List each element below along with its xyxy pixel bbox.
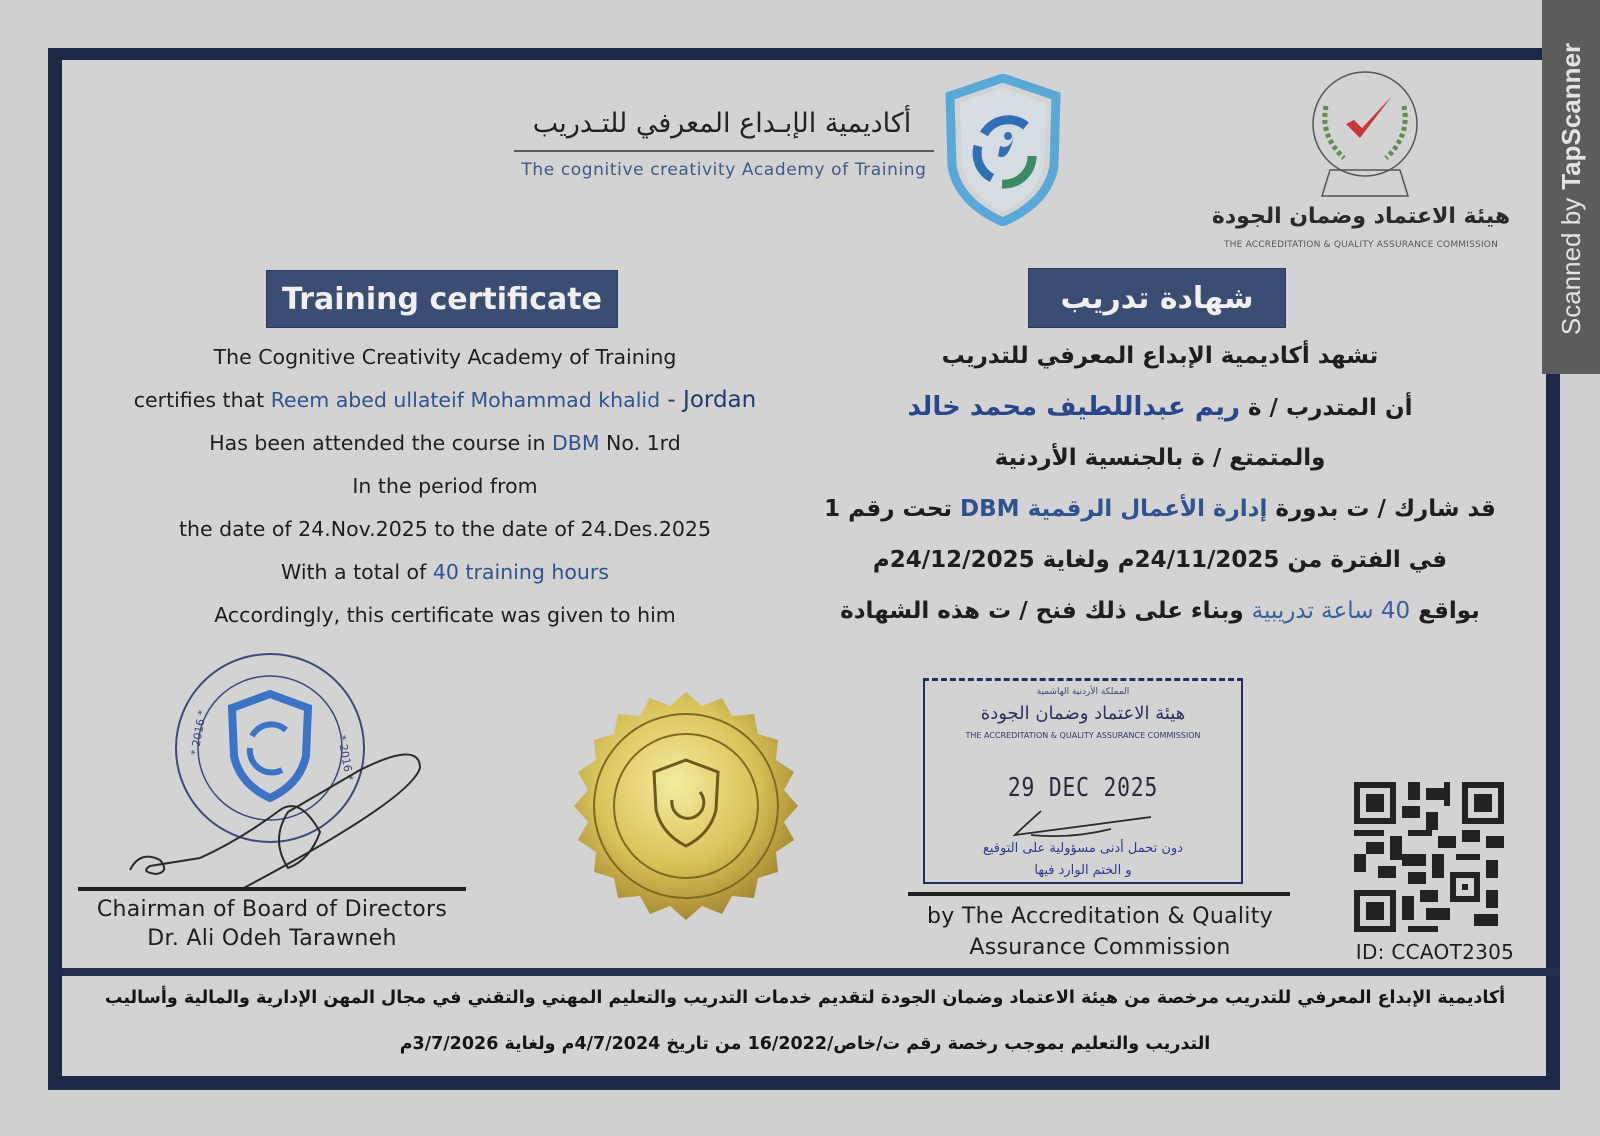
en-line-dates: the date of 24.Nov.2025 to the date of 24.Des.2025 xyxy=(178,517,712,541)
footer-divider xyxy=(62,968,1560,976)
license-statement-line-1: أكاديمية الإبداع المعرفي للتدريب مرخصة من هيئة الاعتماد وضمان الجودة لتقديم خدمات التدريب والتعليم المهني والتقني في مجال المهن الإدارية والمالية وأساليب xyxy=(104,988,1506,1008)
stamp-kingdom-text: المملكة الأردنية الهاشمية xyxy=(1036,687,1130,697)
shield-logo-icon xyxy=(944,74,1062,226)
certificate-title-ar: شهادة تدريب xyxy=(1028,268,1286,328)
stamp-date: 29 DEC 2025 xyxy=(1007,773,1159,803)
certificate-id: ID: CCAOT2305 xyxy=(1355,940,1515,964)
ar-line-dates: في الفترة من 24/11/2025م ولغاية 24/12/2025م xyxy=(872,547,1448,573)
academy-name-en: The cognitive creativity Academy of Training xyxy=(521,160,927,180)
commission-name-en: THE ACCREDITATION & QUALITY ASSURANCE COMMISSION xyxy=(1223,240,1499,250)
commission-signature-line xyxy=(908,892,1290,896)
academy-name-divider xyxy=(514,150,934,152)
academy-name-ar: أكاديمية الإبـداع المعرفي للتـدريب xyxy=(532,108,912,139)
ar-line-academy: تشهد أكاديمية الإبداع المعرفي للتدريب xyxy=(941,343,1379,369)
watermark-brand: TapScanner xyxy=(1555,42,1586,190)
ar-line-trainee: أن المتدرب / ة ريم عبداللطيف محمد خالد xyxy=(907,392,1413,422)
license-statement-line-2: التدريب والتعليم بموجب رخصة رقم ت/خاص/16/2022 من تاريخ 4/7/2024م ولغاية 3/7/2026م xyxy=(399,1034,1211,1054)
checkmark-wreath-logo-icon xyxy=(1300,66,1430,206)
en-line-academy: The Cognitive Creativity Academy of Training xyxy=(213,345,677,369)
stamp-signature-icon xyxy=(1011,805,1161,845)
stamp-disclaimer-2: و الختم الوارد فيها xyxy=(1034,863,1132,878)
qr-code-icon xyxy=(1354,782,1504,932)
chairman-title: Chairman of Board of Directors xyxy=(96,897,448,922)
en-line-certifies: certifies that Reem abed ullateif Mohammad khalid - Jordan xyxy=(133,387,757,413)
commission-name-ar: هيئة الاعتماد وضمان الجودة xyxy=(1211,204,1511,229)
en-line-period: In the period from xyxy=(352,474,538,498)
ar-line-nationality: والمتمتع / ة بالجنسية الأردنية xyxy=(994,445,1326,471)
chairman-signature-line xyxy=(78,887,466,891)
chairman-signature-icon xyxy=(120,740,440,900)
stamp-commission-ar: هيئة الاعتماد وضمان الجودة xyxy=(980,703,1186,724)
course-code-en: DBM xyxy=(551,431,600,455)
svg-text:* 2016 *: * 2016 * xyxy=(188,708,209,757)
course-name-ar: إدارة الأعمال الرقمية DBM xyxy=(960,496,1268,522)
arabic-body xyxy=(810,334,1510,640)
stamp-disclaimer-1: دون تحمل أدنى مسؤولية على التوقيع xyxy=(982,841,1184,856)
en-line-given: Accordingly, this certificate was given to him xyxy=(214,603,676,627)
svg-text:* 2016 *: * 2016 * xyxy=(335,734,356,782)
commission-stamp xyxy=(923,678,1243,884)
ar-line-course: قد شارك / ت بدورة إدارة الأعمال الرقمية DBM تحت رقم 1 xyxy=(824,496,1496,522)
en-line-hours: With a total of 40 training hours xyxy=(281,560,609,584)
english-body xyxy=(90,340,800,641)
trainee-name-ar: ريم عبداللطيف محمد خالد xyxy=(907,392,1240,422)
en-line-course: Has been attended the course in DBM No. 1rd xyxy=(209,431,681,455)
watermark-prefix: Scanned by xyxy=(1555,197,1586,336)
commission-by-line-1: by The Accreditation & Quality xyxy=(927,904,1273,929)
gold-seal-icon xyxy=(556,688,816,940)
commission-by-line-2: Assurance Commission xyxy=(969,935,1231,960)
trainee-name-en: Reem abed ullateif Mohammad khalid xyxy=(270,388,661,412)
certificate-title-en: Training certificate xyxy=(266,270,618,328)
ar-line-hours: بواقع 40 ساعة تدريبية وبناء على ذلك فنح / ت هذه الشهادة xyxy=(840,598,1480,624)
nationality-en: Jordan xyxy=(683,387,757,413)
hours-ar: 40 ساعة تدريبية xyxy=(1251,598,1411,624)
stamp-commission-en: THE ACCREDITATION & QUALITY ASSURANCE COMMISSION xyxy=(965,731,1201,740)
scanner-watermark xyxy=(1542,0,1600,374)
hours-en: 40 training hours xyxy=(432,560,609,584)
chairman-name: Dr. Ali Odeh Tarawneh xyxy=(147,926,397,951)
